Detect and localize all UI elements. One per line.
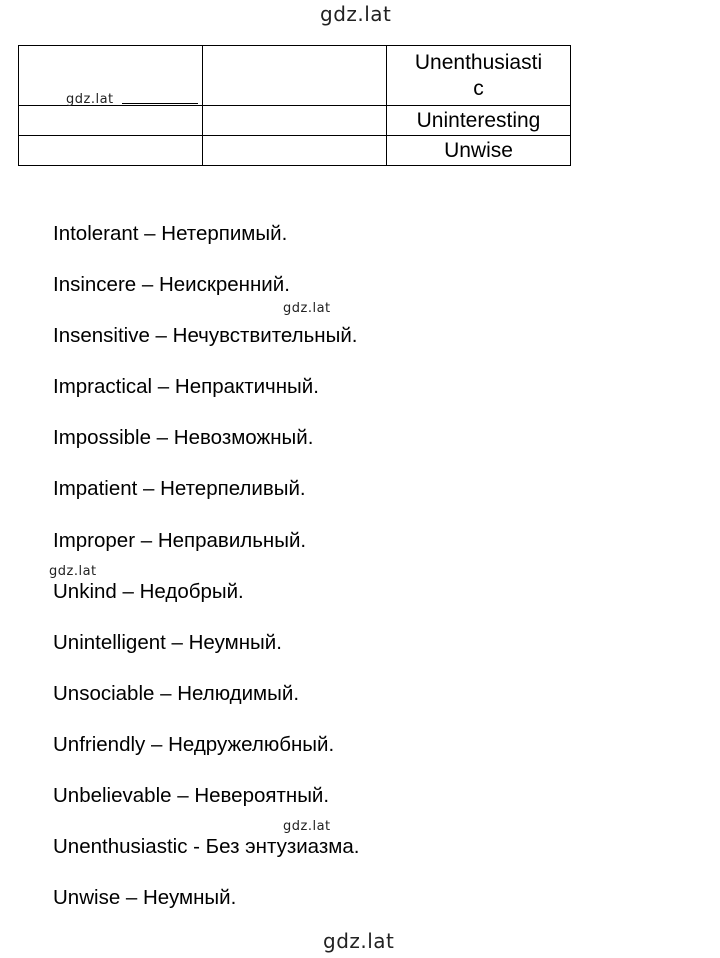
list-item: Unwise – Неумный. <box>53 886 237 910</box>
list-item: Insensitive – Нечувствительный. <box>53 324 358 348</box>
cell-text-line1: Unenthusiasti <box>414 50 543 74</box>
list-item: Unbelievable – Невероятный. <box>53 784 330 808</box>
table-cell <box>203 136 387 166</box>
list-item: Intolerant – Нетерпимый. <box>53 222 288 245</box>
list-item: Insincere – Неискренний. <box>53 273 290 297</box>
list-item: Unintelligent – Неумный. <box>53 630 282 654</box>
table-row <box>19 106 571 136</box>
table-row <box>19 136 571 166</box>
table-cell <box>203 46 387 106</box>
watermark-lower: gdz.lat <box>283 819 331 834</box>
list-item: Impractical – Непрактичный. <box>53 375 319 399</box>
table-cell <box>203 106 387 136</box>
watermark-underline-right <box>122 103 198 104</box>
list-item: Impossible – Невозможный. <box>53 426 314 450</box>
table-cell: Unwise <box>387 136 571 166</box>
watermark-middle: gdz.lat <box>283 301 331 316</box>
watermark-table: gdz.lat <box>66 92 114 107</box>
list-item: Improper – Неправильный. <box>53 528 307 552</box>
table-cell <box>19 136 203 166</box>
table-cell <box>19 106 203 136</box>
watermark-bottom: gdz.lat <box>323 929 395 953</box>
list-item: Unfriendly – Недружелюбный. <box>53 732 335 756</box>
watermark-top: gdz.lat <box>320 2 392 26</box>
cell-text-line2: c <box>473 76 484 100</box>
list-item: Unsociable – Нелюдимый. <box>53 681 300 705</box>
watermark-left: gdz.lat <box>49 564 97 579</box>
table-cell: Uninteresting <box>387 106 571 136</box>
list-item: Unkind – Недобрый. <box>53 579 244 603</box>
table-cell <box>387 46 571 106</box>
watermark-underline-left <box>22 105 62 106</box>
translation-list <box>53 222 359 937</box>
list-item: Impatient – Нетерпеливый. <box>53 477 306 501</box>
list-item: Unenthusiastic - Без энтузиазма. <box>53 835 360 859</box>
